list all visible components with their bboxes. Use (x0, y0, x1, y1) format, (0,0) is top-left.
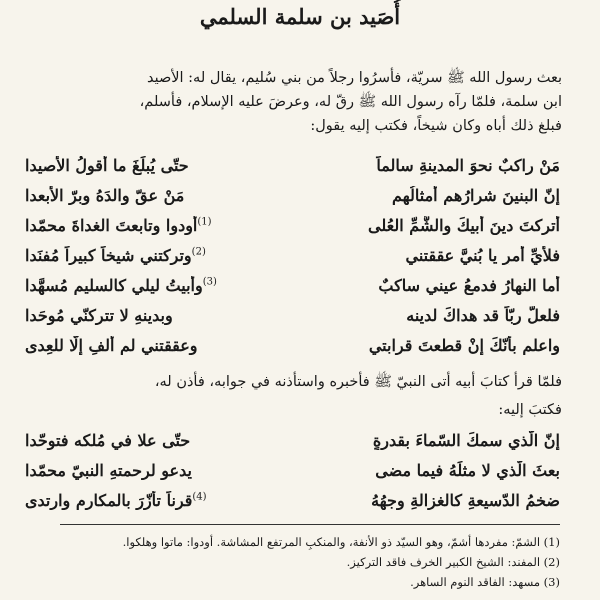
footnote: (2) المفند: الشيخ الكبير الخرف فاقد التركيز. (346, 555, 560, 569)
verse-second-half (25, 276, 280, 295)
verse-text: وعققتني لم ألفِ إلّا للعِدى (25, 335, 198, 355)
footnote-ref: (2) (191, 246, 206, 258)
verse-text: قرناً تأزّرَ بالمكارمِ وارتدى (25, 490, 193, 510)
verse-text: يدعو لرحمتهِ النبيّ محمّدا (25, 460, 192, 480)
intro-paragraph (32, 66, 562, 138)
verse-second-half (25, 431, 280, 450)
footnotes (40, 532, 560, 592)
footnote: (1) الشمّ: مفردها أشمّ، وهو السيّد ذو الأنفة، والمنكبِ المرتفع المشاشة. أودوا: ماتوا وهلكوا. (122, 535, 560, 549)
verse (25, 485, 560, 515)
poem-father (25, 150, 560, 360)
verse-first-half: أما النهارُ فدمعُ عيني ساكبٌ (378, 275, 560, 295)
verse-text: حتّى يُبلِّغَ ما أقولُ الأصيدا (25, 155, 189, 175)
verse (25, 270, 560, 300)
footnote-ref: (3) (202, 276, 217, 288)
verse-first-half: إنّ الّذي سمكَ السّماءَ بقدرةٍ (372, 430, 560, 450)
verse-first-half: بعثَ الّذي لا مثلَهُ فيما مضى (375, 460, 560, 480)
verse-first-half: أتركتَ دينَ أبيكَ والشُّمِّ العُلى (368, 215, 560, 235)
verse-text: حتّى علا في مُلكه فتوحّدا (25, 430, 191, 450)
verse-first-half: إنّ البنينَ شرارُهم أمثالُهم (392, 185, 560, 205)
intro-line: فبلغ ذلك أباه وكان شيخاً، فكتب إليه يقول: (310, 118, 562, 134)
verse-second-half (25, 246, 280, 265)
verse-text: وبدينهِ لا تتركنّي مُوحَدا (25, 305, 173, 325)
verse-second-half (25, 156, 280, 175)
verse-text: وتركتني شيخاً كبيراً مُفنَدا (25, 245, 192, 265)
verse-second-half (25, 306, 280, 325)
intro-line: بعث رسول الله ﷺ سريّة، فأسرُوا رجلاً من بني سُليم، يقال له: الأصيد (146, 70, 562, 86)
footnote-divider (60, 524, 560, 525)
verse-text: أودوا وتابعتَ الغداةَ محمّدا (25, 215, 198, 235)
footnote: (3) مسهد: الفاقد النوم الساهر. (410, 575, 560, 589)
verse-second-half (25, 336, 280, 355)
verse-first-half: واعلم بأنّكَ إنْ قطعتَ قرابتي (368, 335, 560, 355)
verse (25, 150, 560, 180)
verse (25, 240, 560, 270)
middle-paragraph: فلمّا قرأ كتابَ أبيه أتى النبيّ ﷺ فأخبره واستأذنه في جوابه، فأذن له، (154, 374, 562, 390)
verse-second-half (25, 491, 280, 510)
verse-second-half (25, 186, 280, 205)
verse-first-half: مَنْ راكبٌ نحوَ المدينةِ سالماً (376, 155, 560, 175)
verse (25, 330, 560, 360)
verse-second-half (25, 461, 280, 480)
page-title: أُصَيد بن سلمة السلمي (199, 4, 401, 29)
verse-text: مَنْ عقّ والدَهُ وبرّ الأبعدا (25, 185, 185, 205)
verse-first-half: فلأيِّ أمرٍ يا بُنيَّ عققتني (405, 245, 560, 265)
verse-first-half: فلعلَّ ربّاً قد هداكَ لدينه (406, 305, 560, 325)
verse (25, 180, 560, 210)
verse (25, 210, 560, 240)
intro-line: ابن سلمة، فلمّا رآه رسول الله ﷺ رقّ له، وعرضَ عليه الإسلام، فأسلم، (139, 94, 562, 110)
poem-son (25, 425, 560, 515)
middle-paragraph-2: فكتبَ إليه: (498, 402, 562, 418)
verse (25, 425, 560, 455)
verse-second-half (25, 216, 280, 235)
verse-first-half: ضخمُ الدّسيعةِ كالغزالةِ وجهُهُ (371, 490, 560, 510)
verse (25, 455, 560, 485)
verse-text: وأبيتُ ليلي كالسليمِ مُسهَّدا (25, 275, 203, 295)
footnote-ref: (4) (192, 491, 207, 503)
footnote-ref: (1) (197, 216, 212, 228)
verse (25, 300, 560, 330)
